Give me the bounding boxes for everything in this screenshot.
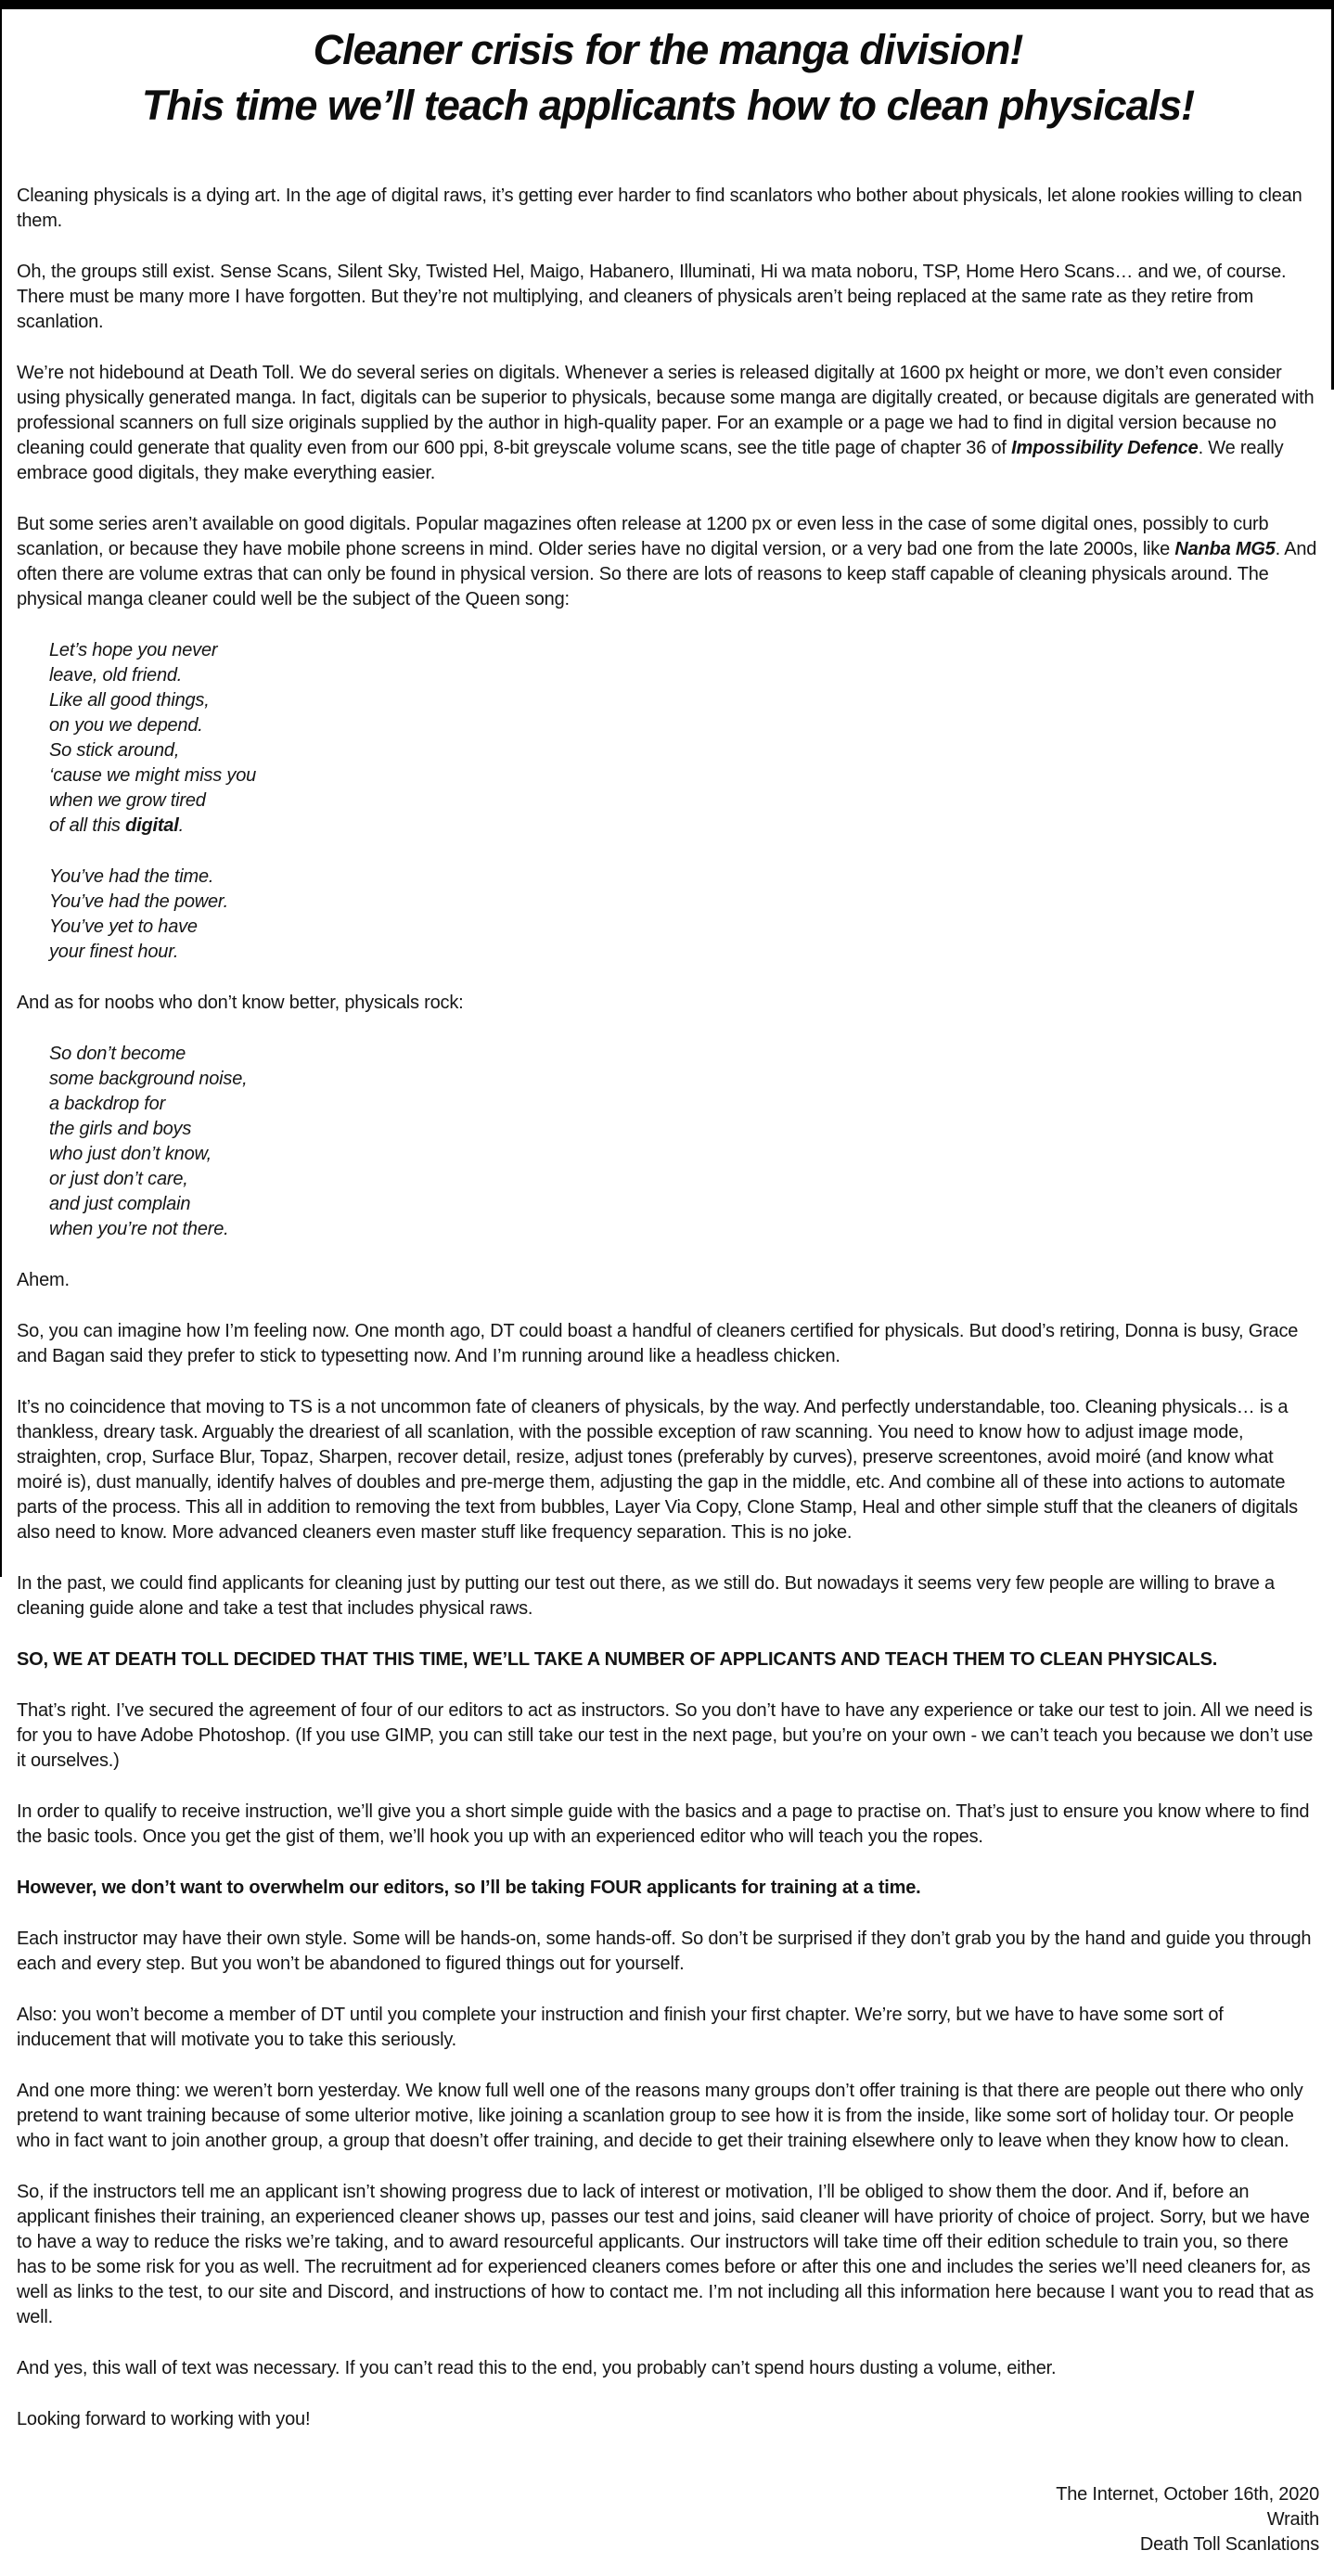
lyric-line: You’ve had the power. bbox=[49, 891, 228, 912]
paragraph-noobs: And as for noobs who don’t know better, physicals rock: bbox=[17, 993, 464, 1013]
paragraph-intro: Cleaning physicals is a dying art. In the age of digital raws, it’s getting ever harder to find scanlators who bother about physicals, let alone rookies willing to clean them. bbox=[17, 186, 1302, 231]
series-title-impossibility-defence: Impossibility Defence bbox=[1011, 438, 1199, 458]
lyric-line: So stick around, bbox=[49, 740, 180, 761]
paragraph-membership: Also: you won’t become a member of DT until you complete your instruction and finish your first chapter. We’re sorry, but we have to have some sort of inducement that will motivate you to take this seriously. bbox=[17, 2005, 1224, 2050]
queen-lyrics-stanza-3 bbox=[49, 1042, 1319, 1242]
lyric-line: So don’t become bbox=[49, 1044, 186, 1064]
paragraph-risk: So, if the instructors tell me an applicant isn’t showing progress due to lack of interest or motivation, I’ll be obliged to show them the door. And if, before an applicant finishes their training, an experienced cleaner shows up, passes our test and joins, said cleaner will have priority of choice of project. Sorry, but we have to have a way to reduce the risks we’re taking, and to award resourceful applicants. Our instructors will take time off their edition schedule to train you, so there has to be some risk for you as well. The recruitment ad for experienced cleaners comes before or after this one and includes the series we’ll need cleaners for, as well as links to the test, to our site and Discord, and instructions of how to contact me. I’m not including all this information here because I want you to read that as well. bbox=[17, 2182, 1315, 2327]
paragraph-magazines bbox=[17, 512, 1319, 612]
paragraph-hidebound-text-after: . We really embrace good digitals, they make everything easier. bbox=[17, 438, 1284, 483]
lyric-line: some background noise, bbox=[49, 1069, 248, 1089]
lyric-line: who just don’t know, bbox=[49, 1144, 212, 1164]
lyric-line: and just complain bbox=[49, 1194, 191, 1214]
queen-lyrics-stanza-2 bbox=[49, 865, 1319, 965]
paragraph-hidebound bbox=[17, 361, 1319, 486]
lyric-word-digital: digital bbox=[125, 815, 179, 836]
signature-author: Wraith bbox=[1266, 2509, 1319, 2530]
lyric-line: Let’s hope you never bbox=[49, 640, 218, 660]
lyric-line: your finest hour. bbox=[49, 942, 179, 962]
paragraph-ahem: Ahem. bbox=[17, 1270, 70, 1290]
lyric-line: You’ve yet to have bbox=[49, 916, 198, 937]
paragraph-magazines-text-after: . And often there are volume extras that can only be found in physical version. So there are lots of reasons to keep staff capable of cleaning physicals around. The physical manga cleaner could well be the subject of the Queen song: bbox=[17, 539, 1317, 609]
paragraph-magazines-text: But some series aren’t available on good digitals. Popular magazines often release at 1200 px or even less in the case of some digital ones, possibly to curb scanlation, or because they have mobile phone screens in mind. Older series have no digital version, or a very bad one from the late 2000s, like bbox=[17, 514, 1269, 559]
lyric-line: on you we depend. bbox=[49, 715, 203, 736]
paragraph-hidebound-text: We’re not hidebound at Death Toll. We do several series on digitals. Whenever a series is released digitally at 1600 px height or more, we don’t even consider using physically generated manga. In fact, digitals can be superior to physicals, because some manga are digitally created, or because digitals are generated with professional scanners on full size originals supplied by the author in high-quality paper. For an example or a page we had to find in digital version because no cleaning could generate that quality even from our 600 ppi, 8-bit greyscale volume scans, see the title page of chapter 36 of bbox=[17, 363, 1315, 458]
lyric-line: ‘cause we might miss you bbox=[49, 765, 257, 786]
lyric-line-digital bbox=[49, 814, 1319, 839]
queen-lyrics-stanza-1 bbox=[49, 638, 1319, 839]
paragraph-qualify: In order to qualify to receive instruction, we’ll give you a short simple guide with the basics and a page to practise on. That’s just to ensure you know where to find the basic tools. Once you get the gist of them, we’ll hook you up with an experienced editor who will teach you the ropes. bbox=[17, 1801, 1310, 1847]
signature-group: Death Toll Scanlations bbox=[1139, 2534, 1319, 2555]
page-title-line-2: This time we’ll teach applicants how to clean physicals! bbox=[141, 82, 1195, 129]
paragraph-decision-headline: SO, WE AT DEATH TOLL DECIDED THAT THIS TIME, WE’LL TAKE A NUMBER OF APPLICANTS AND TEACH THEM TO CLEAN PHYSICALS. bbox=[17, 1649, 1218, 1670]
page-title bbox=[17, 22, 1319, 134]
paragraph-thats-right: That’s right. I’ve secured the agreement of four of our editors to act as instructors. So you don’t have to have any experience or take our test to join. All we need is for you to have Adobe Photoshop. (If you use GIMP, you can still take our test in the next page, but you’re on your own - we can’t teach you because we don’t use it ourselves.) bbox=[17, 1700, 1314, 1771]
paragraph-four-applicants: However, we don’t want to overwhelm our editors, so I’ll be taking FOUR applicants for training at a time. bbox=[17, 1878, 921, 1898]
series-title-nanba-mg5: Nanba MG5 bbox=[1174, 539, 1276, 559]
signature-block bbox=[17, 2482, 1319, 2557]
lyric-line-digital-post: . bbox=[178, 815, 184, 836]
lyric-line: when you’re not there. bbox=[49, 1219, 229, 1239]
lyric-line: a backdrop for bbox=[49, 1094, 166, 1114]
notice-body bbox=[17, 184, 1319, 2557]
scan-artifact-top-border bbox=[0, 0, 1334, 9]
paragraph-coincidence: It’s no coincidence that moving to TS is a not uncommon fate of cleaners of physicals, by the way. And perfectly understandable, too. Cleaning physicals… is a thankless, dreary task. Arguably the dreariest of all scanlation, with the possible exception of raw scanning. You need to know how to adjust image mode, straighten, crop, Surface Blur, Topaz, Sharpen, recover detail, resize, adjust tones (preferably by curves), preserve screentones, avoid moiré (and know what moiré is), dust manually, identify halves of doubles and pre-merge them, adjusting the gap in the middle, etc. And combine all of these into actions to automate parts of the process. This all in addition to removing the text from bubbles, Layer Via Copy, Clone Stamp, Heal and other simple stuff that the cleaners of digitals also need to know. More advanced cleaners even master stuff like frequency separation. This is no joke. bbox=[17, 1397, 1298, 1543]
paragraph-looking-forward: Looking forward to working with you! bbox=[17, 2409, 311, 2429]
signature-place-date: The Internet, October 16th, 2020 bbox=[1056, 2484, 1319, 2505]
lyric-line: the girls and boys bbox=[49, 1119, 192, 1139]
paragraph-wall-of-text: And yes, this wall of text was necessary. If you can’t read this to the end, you probably can’t spend hours dusting a volume, either. bbox=[17, 2358, 1057, 2378]
lyric-line: Like all good things, bbox=[49, 690, 210, 711]
lyric-line-digital-pre: of all this bbox=[49, 815, 126, 836]
paragraph-instructor-style: Each instructor may have their own style. Some will be hands-on, some hands-off. So don’t be surprised if they don’t grab you by the hand and guide you through each and every step. But you won’t be abandoned to figured things out for yourself. bbox=[17, 1929, 1312, 1974]
paragraph-past: In the past, we could find applicants for cleaning just by putting our test out there, as we still do. But nowadays it seems very few people are willing to brave a cleaning guide alone and take a test that includes physical raws. bbox=[17, 1573, 1275, 1619]
scan-artifact-left-border bbox=[0, 0, 2, 1577]
lyric-line: or just don’t care, bbox=[49, 1169, 188, 1189]
lyric-line: leave, old friend. bbox=[49, 665, 183, 686]
paragraph-feeling: So, you can imagine how I’m feeling now. One month ago, DT could boast a handful of cleaners certified for physicals. But dood’s retiring, Donna is busy, Grace and Bagan said they prefer to stick to typesetting now. And I’m running around like a headless chicken. bbox=[17, 1321, 1299, 1366]
paragraph-one-more-thing: And one more thing: we weren’t born yesterday. We know full well one of the reasons many groups don’t offer training is that there are people out there who only pretend to want training because of some ulterior motive, like joining a scanlation group to see how it is from the inside, like some sort of holiday tour. Or people who in fact want to join another group, a group that doesn’t offer training, and decide to get their training elsewhere only to leave when they know how to clean. bbox=[17, 2081, 1303, 2151]
page-title-line-1: Cleaner crisis for the manga division! bbox=[313, 26, 1023, 73]
paragraph-groups: Oh, the groups still exist. Sense Scans, Silent Sky, Twisted Hel, Maigo, Habanero, Illuminati, Hi wa mata noboru, TSP, Home Hero Scans… and we, of course. There must be many more I have forgotten. But they’re not multiplying, and cleaners of physicals aren’t being replaced at the same rate as they retire from scanlation. bbox=[17, 262, 1287, 332]
lyric-line: You’ve had the time. bbox=[49, 866, 214, 887]
lyric-line: when we grow tired bbox=[49, 790, 206, 811]
